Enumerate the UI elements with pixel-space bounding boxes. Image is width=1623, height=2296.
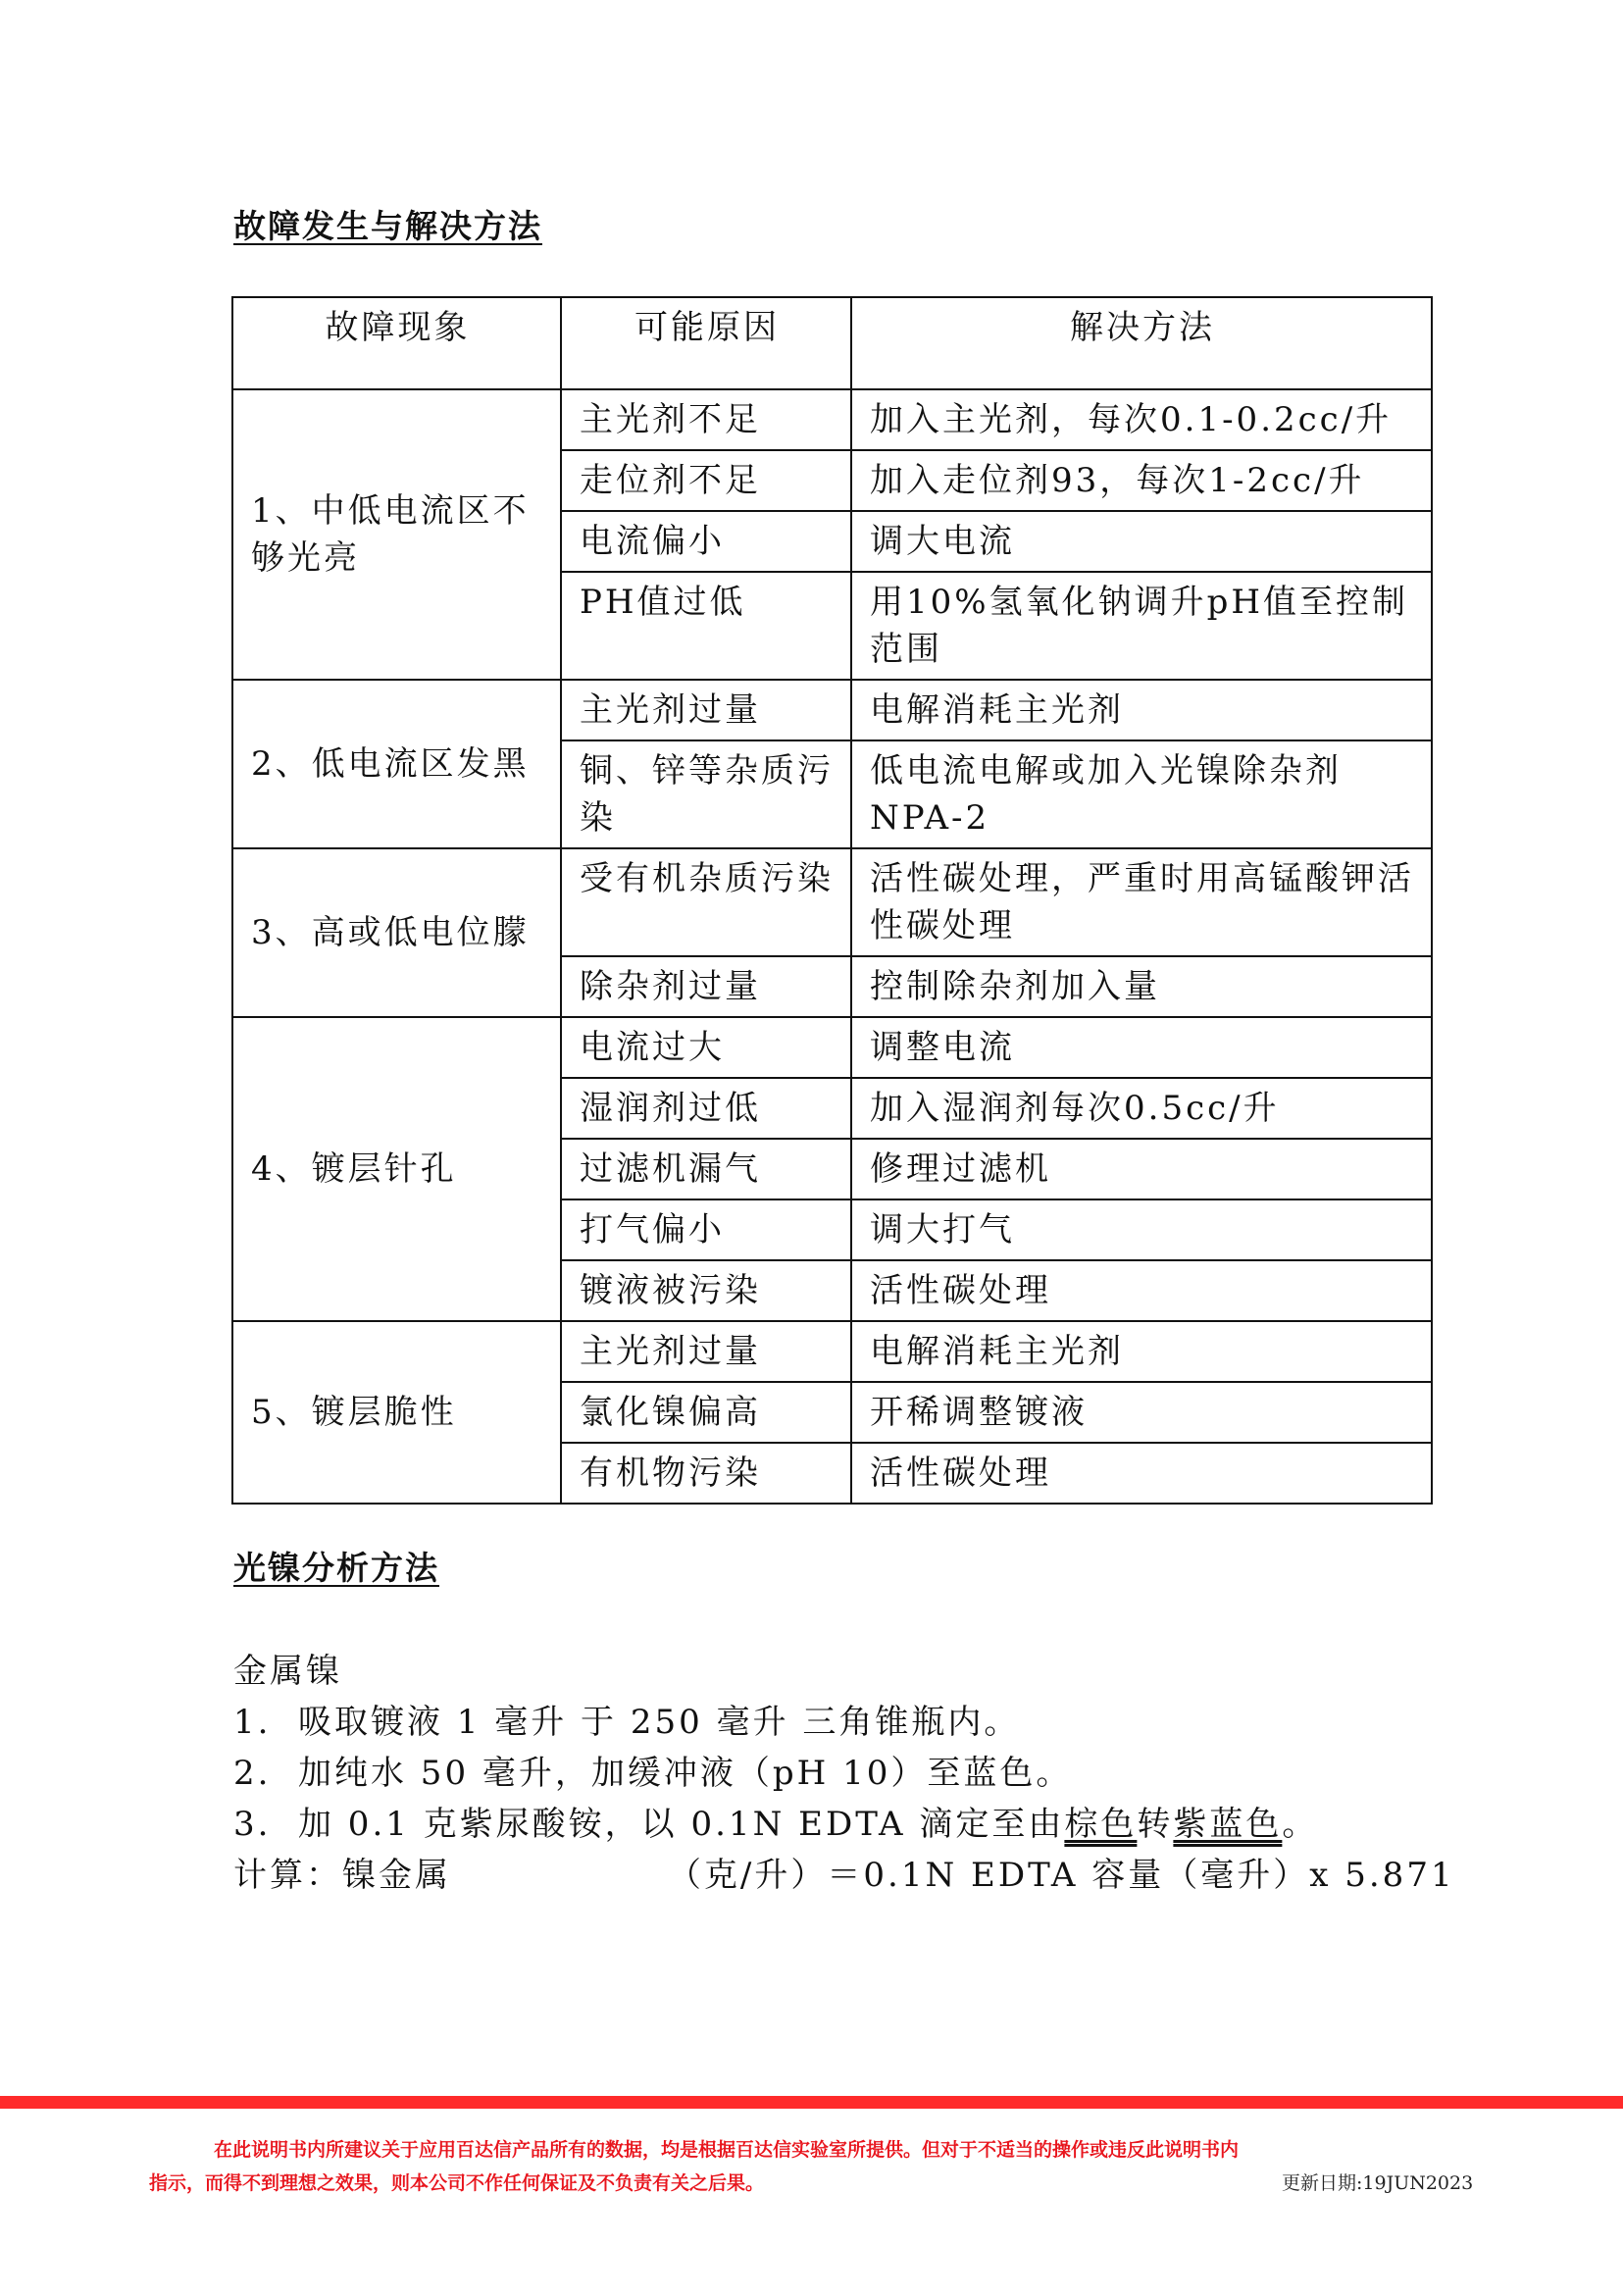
cause-cell: 有机物污染 [561, 1443, 851, 1504]
solution-cell: 加入湿润剂每次0.5cc/升 [851, 1078, 1432, 1139]
solution-cell: 电解消耗主光剂 [851, 1321, 1432, 1382]
cause-cell: 打气偏小 [561, 1199, 851, 1260]
solution-cell: 开稀调整镀液 [851, 1382, 1432, 1443]
column-header: 可能原因 [561, 297, 851, 389]
solution-cell: 调大电流 [851, 511, 1432, 572]
table-header-row [232, 297, 1432, 389]
symptom-cell: 5、镀层脆性 [232, 1321, 561, 1504]
cause-cell: 主光剂不足 [561, 389, 851, 450]
symptom-cell: 1、中低电流区不够光亮 [232, 389, 561, 680]
solution-cell: 加入主光剂，每次0.1-0.2cc/升 [851, 389, 1432, 450]
cause-cell: 主光剂过量 [561, 680, 851, 740]
calc-formula: （克/升）＝0.1N EDTA 容量（毫升）x 5.871 [667, 1856, 1455, 1895]
solution-cell: 用10%氢氧化钠调升pH值至控制范围 [851, 572, 1432, 680]
analysis-step-1 [233, 1697, 1455, 1748]
table-row [232, 1321, 1432, 1382]
solution-cell: 低电流电解或加入光镍除杂剂NPA-2 [851, 740, 1432, 848]
cause-cell: 湿润剂过低 [561, 1078, 851, 1139]
cause-cell: 电流偏小 [561, 511, 851, 572]
column-header: 故障现象 [232, 297, 561, 389]
section-title-troubleshooting: 故障发生与解决方法 [233, 207, 542, 245]
cause-cell: 受有机杂质污染 [561, 848, 851, 956]
table-row [232, 848, 1432, 956]
analysis-step-3 [233, 1799, 1455, 1850]
step-text [298, 1799, 1318, 1850]
analysis-step-2 [233, 1748, 1455, 1799]
symptom-cell: 2、低电流区发黑 [232, 680, 561, 848]
update-date: 更新日期:19JUN2023 [1282, 2172, 1474, 2194]
solution-cell: 加入走位剂93，每次1-2cc/升 [851, 450, 1432, 511]
table-row [232, 680, 1432, 740]
step-number: 1. [233, 1703, 272, 1742]
symptom-cell: 4、镀层针孔 [232, 1017, 561, 1321]
disclaimer-line-1: 在此说明书内所建议关于应用百达信产品所有的数据，均是根据百达信实验室所提供。但对于不适当的操作或违反此说明书内 [214, 2139, 1240, 2161]
step-text-post: 。 [1282, 1805, 1319, 1844]
step-number: 2. [233, 1754, 272, 1793]
symptom-cell: 3、高或低电位朦 [232, 848, 561, 1017]
solution-cell: 控制除杂剂加入量 [851, 956, 1432, 1017]
step-text-mid: 转 [1137, 1805, 1174, 1844]
footer-divider [0, 2096, 1623, 2109]
cause-cell: 走位剂不足 [561, 450, 851, 511]
table-row [232, 1017, 1432, 1078]
step-text: 加纯水 50 毫升，加缓冲液（pH 10）至蓝色。 [298, 1754, 1073, 1793]
step-text: 吸取镀液 1 毫升 于 250 毫升 三角锥瓶内。 [298, 1703, 1021, 1742]
cause-cell: PH值过低 [561, 572, 851, 680]
section-title-analysis: 光镍分析方法 [233, 1549, 439, 1587]
table-row [232, 389, 1432, 450]
disclaimer-line-2: 指示，而得不到理想之效果，则本公司不作任何保证及不负责有关之后果。 [149, 2172, 765, 2194]
solution-cell: 调大打气 [851, 1199, 1432, 1260]
solution-cell: 修理过滤机 [851, 1139, 1432, 1199]
column-header: 解决方法 [851, 297, 1432, 389]
solution-cell: 活性碳处理，严重时用高锰酸钾活性碳处理 [851, 848, 1432, 956]
step-text-pre: 加 0.1 克紫尿酸铵，以 0.1N EDTA 滴定至由 [298, 1805, 1065, 1844]
color-brown: 棕色 [1064, 1805, 1138, 1844]
solution-cell: 活性碳处理 [851, 1443, 1432, 1504]
cause-cell: 过滤机漏气 [561, 1139, 851, 1199]
troubleshooting-table [231, 296, 1433, 1505]
cause-cell: 氯化镍偏高 [561, 1382, 851, 1443]
solution-cell: 调整电流 [851, 1017, 1432, 1078]
cause-cell: 主光剂过量 [561, 1321, 851, 1382]
step-number: 3. [233, 1805, 272, 1844]
calc-label: 计算：镍金属 [233, 1856, 451, 1895]
cause-cell: 除杂剂过量 [561, 956, 851, 1017]
solution-cell: 活性碳处理 [851, 1260, 1432, 1321]
calculation-line [233, 1850, 1455, 1901]
analysis-section [233, 1646, 1455, 1901]
cause-cell: 电流过大 [561, 1017, 851, 1078]
color-purple-blue: 紫蓝色 [1173, 1805, 1283, 1844]
analysis-subtitle: 金属镍 [233, 1652, 342, 1691]
cause-cell: 铜、锌等杂质污染 [561, 740, 851, 848]
cause-cell: 镀液被污染 [561, 1260, 851, 1321]
solution-cell: 电解消耗主光剂 [851, 680, 1432, 740]
